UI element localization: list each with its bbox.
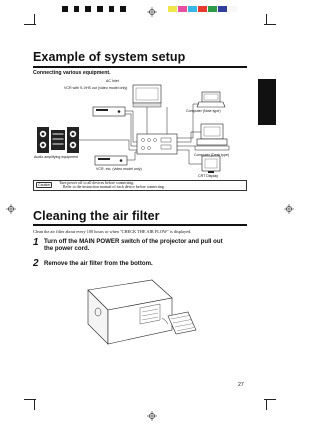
label-ac-inlet: AC Inlet (106, 79, 119, 83)
label-vcr-etc: VCR, etc. (video model only) (96, 167, 142, 171)
audio-equipment-icon (37, 127, 79, 153)
color-swatch (188, 6, 198, 12)
air-filter-illustration (80, 272, 200, 348)
color-swatch (208, 6, 218, 12)
page-title: Example of system setup (33, 50, 186, 64)
removed-filter-icon (168, 312, 196, 334)
label-vcr-svhs: VCR with S-VHS out (video model only) (64, 86, 128, 90)
color-swatch (218, 6, 228, 12)
step-2-number: 2 (33, 258, 39, 269)
page-number: 27 (238, 382, 244, 388)
crt-display-icon (202, 156, 220, 173)
caution-line-2: Refer to the instruction manual of each device before connecting. (63, 185, 165, 190)
section-side-tab (258, 79, 276, 125)
vcr-svhs-icon (93, 107, 125, 116)
step-1-number: 1 (33, 237, 39, 248)
color-swatch (228, 6, 238, 12)
color-swatch (178, 6, 188, 12)
step-1-text (44, 238, 250, 253)
color-swatch-bar (168, 6, 238, 12)
label-computer-note: Computer (Note type) (186, 109, 221, 113)
step-2-text: Remove the air filter from the bottom. (44, 260, 153, 267)
filter-intro: Clean the air filter about every 100 hours or when "CHECK THE AIR FLOW" is displayed. (33, 229, 192, 234)
crop-mark (34, 400, 35, 410)
label-audio-equipment: Audio amplifying equipment (34, 155, 79, 159)
registration-mark-left-icon (6, 201, 16, 211)
label-crt-display: CRT Display (198, 174, 219, 178)
color-swatch (168, 6, 178, 12)
crop-mark (34, 14, 35, 24)
caution-line-1: Turn power off to all devices before connecting. (59, 181, 134, 185)
caution-tag: Caution (38, 183, 51, 187)
crop-mark (24, 24, 36, 25)
projector-icon (133, 85, 161, 107)
title-rule (33, 66, 247, 68)
caution-box (33, 180, 247, 191)
color-swatch (198, 6, 208, 12)
laptop-icon (197, 92, 225, 107)
crop-mark (266, 14, 267, 24)
registration-mark-right-icon (284, 201, 294, 211)
label-computer-desk: Computer (Desk type) (194, 153, 230, 157)
grayscale-bar (62, 6, 132, 12)
step-1-line-1: Turn off the MAIN POWER switch of the projector and pull out (44, 238, 223, 245)
vcr-icon (95, 156, 127, 165)
filter-section-title: Cleaning the air filter (33, 209, 160, 223)
connection-diagram (33, 80, 247, 180)
projector-bottom-icon (88, 280, 172, 344)
registration-mark-bottom-icon (147, 408, 157, 418)
registration-mark-top-icon (147, 4, 157, 14)
crop-mark (264, 24, 276, 25)
section-subtitle: Connecting various equipment. (33, 70, 111, 76)
desktop-computer-icon (195, 124, 229, 150)
step-1-line-2: the power cord. (44, 245, 90, 253)
projector-rear-panel-icon (137, 134, 177, 154)
filter-title-rule (33, 224, 247, 226)
crop-mark (266, 400, 267, 410)
